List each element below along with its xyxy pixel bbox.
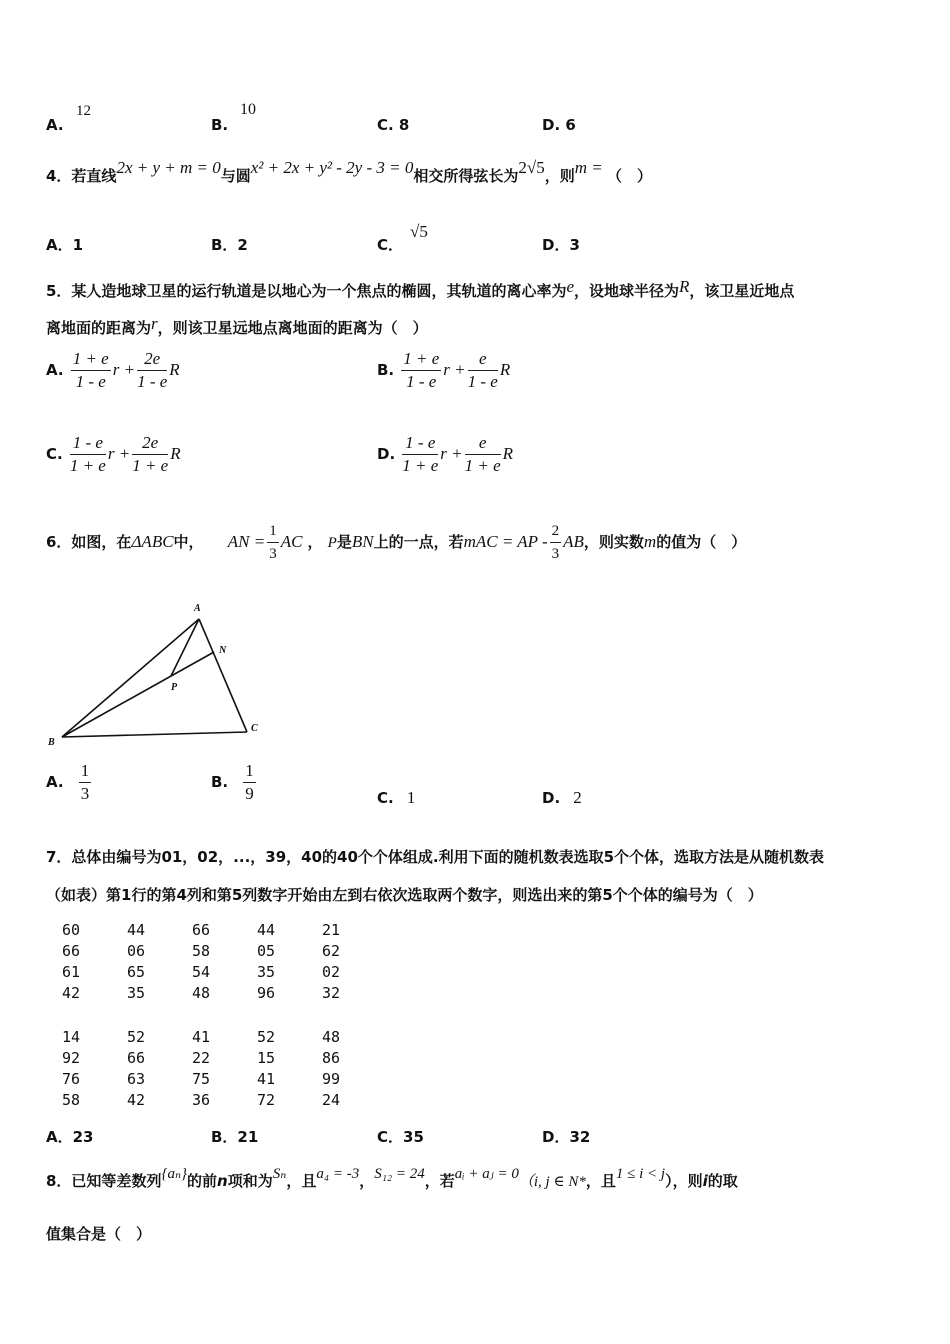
q8-condition: （i, j ∈ N*: [518, 1174, 586, 1190]
q5-text-5: ，则该卫星远地点离地面的距离为（ ）: [157, 319, 428, 337]
q7-option-a: A．23: [46, 1128, 94, 1146]
q8-mid5: ，且: [585, 1172, 616, 1190]
table-cell: 62: [322, 941, 341, 960]
table-cell: 48: [192, 983, 211, 1002]
q5-option-b-label: B.: [377, 361, 395, 379]
q6-frac2-num: 2: [550, 520, 562, 543]
q5-d-frac1-num: 1 - e: [402, 432, 438, 455]
q4-option-b: B．2: [211, 236, 248, 254]
table-cell: 02: [322, 962, 341, 981]
table-cell: 44: [127, 920, 146, 939]
segment-ac: [199, 619, 247, 732]
table-cell: 05: [257, 941, 276, 960]
table-cell: 61: [62, 962, 81, 981]
q5-text-3: ，该卫星近地点: [689, 282, 795, 300]
label-c: C: [251, 723, 258, 734]
table-cell: 60: [62, 920, 81, 939]
q8-line-2: 值集合是（ ）: [46, 1225, 152, 1243]
table-cell: 06: [127, 941, 146, 960]
q5-c-frac1-den: 1 + e: [69, 456, 106, 475]
q5-c-frac2-num: 2e: [132, 432, 168, 455]
table-cell: 41: [257, 1069, 276, 1088]
table-row: [48, 919, 373, 940]
table-cell: 58: [192, 941, 211, 960]
q6-a-den: 3: [80, 784, 90, 803]
q5-option-a-label: A.: [46, 361, 64, 379]
q5-d-frac2-den: 1 + e: [464, 456, 501, 475]
q5-b-frac1-den: 1 - e: [406, 372, 437, 391]
table-cell: 44: [257, 920, 276, 939]
table-cell: 41: [192, 1027, 211, 1046]
q5-a-frac1-num: 1 + e: [71, 348, 111, 371]
q7-option-c: C．35: [377, 1128, 424, 1146]
q4-option-c-label: C．: [377, 236, 404, 254]
table-cell: 52: [127, 1027, 146, 1046]
label-p: P: [171, 682, 178, 693]
q6-b-num: 1: [245, 761, 254, 780]
label-b: B: [48, 737, 55, 748]
table-row: [48, 1089, 373, 1110]
question-4: [46, 158, 653, 186]
q4-mid: 与圆: [220, 167, 251, 185]
q5-a-frac1-den: 1 - e: [75, 372, 106, 391]
random-table-1: [48, 919, 373, 1003]
q4-mid2: 相交所得弦长为: [413, 167, 519, 185]
table-cell: 96: [257, 983, 276, 1002]
q8-mid: 的前: [187, 1172, 218, 1190]
q7-option-b: B．21: [211, 1128, 259, 1146]
q6-mid: 中，: [173, 533, 204, 551]
table-cell: 66: [62, 941, 81, 960]
table-cell: 15: [257, 1048, 276, 1067]
table-row: [48, 961, 373, 982]
q8-inequality: 1 ≤ i < j: [615, 1166, 666, 1182]
q6-comma: ，: [307, 533, 323, 551]
q6-prefix: 6．如图，在: [46, 533, 132, 551]
table-row: [48, 1047, 373, 1068]
q8-n: n: [217, 1172, 228, 1190]
question-5-line-2: [46, 314, 428, 338]
q8-mid4: ，若: [424, 1172, 455, 1190]
q8-aiaj: aᵢ + aⱼ = 0: [454, 1166, 519, 1182]
q6-ac: AC: [280, 532, 303, 551]
q3-option-a-label: A.: [46, 116, 64, 134]
table-row: [48, 940, 373, 961]
q5-option-d-label: D.: [377, 445, 396, 463]
table-cell: 52: [257, 1027, 276, 1046]
random-table-2: [48, 1026, 373, 1110]
q8-mid2: 项和为: [227, 1172, 273, 1190]
q6-m: m: [643, 532, 657, 551]
q6-b-den: 9: [245, 784, 254, 803]
q6-a-num: 1: [80, 761, 90, 780]
table-cell: 32: [322, 983, 341, 1002]
table-row: [48, 1068, 373, 1089]
segment-bc: [62, 732, 247, 737]
q4-circle-equation: x² + 2x + y² - 2y - 3 = 0: [250, 158, 414, 177]
q6-frac-den: 3: [269, 546, 277, 562]
segment-ba: [62, 619, 199, 737]
table-cell: 54: [192, 962, 211, 981]
q5-option-a: [46, 348, 180, 393]
table-cell: 99: [322, 1069, 341, 1088]
q3-option-c: C. 8: [377, 116, 410, 134]
table-row: [48, 982, 373, 1003]
q5-option-d: [377, 432, 513, 477]
label-a: A: [194, 603, 201, 614]
table-cell: 66: [192, 920, 211, 939]
q8-s12: S₁₂ = 24: [374, 1166, 425, 1182]
q5-c-frac2-den: 1 + e: [132, 456, 169, 475]
table-cell: 42: [127, 1090, 146, 1109]
q8-mid3: ，且: [286, 1172, 317, 1190]
table-cell: 63: [127, 1069, 146, 1088]
q4-option-a: A．1: [46, 236, 84, 254]
table-cell: 58: [62, 1090, 81, 1109]
q8-a4: a₄ = -3: [316, 1166, 360, 1182]
table-cell: 42: [62, 983, 81, 1002]
table-cell: 36: [192, 1090, 211, 1109]
q5-b-frac2-den: 1 - e: [467, 372, 498, 391]
q5-b-mid: r +: [443, 360, 466, 379]
table-cell: 72: [257, 1090, 276, 1109]
q6-an: AN =: [227, 532, 266, 551]
q5-option-b: [377, 348, 510, 393]
table-cell: 14: [62, 1027, 81, 1046]
q6-option-a: [46, 760, 93, 805]
q3-option-d: D. 6: [542, 116, 576, 134]
q6-option-c-label: C.: [377, 789, 394, 807]
q6-option-b-label: B.: [211, 773, 229, 791]
q6-mid2: 上的一点，若: [373, 533, 464, 551]
table-row: [48, 1026, 373, 1047]
q5-d-frac1-den: 1 + e: [402, 456, 439, 475]
q4-blank: （ ）: [607, 167, 653, 185]
q5-text-2: ，设地球半径为: [574, 282, 680, 300]
q5-r: r: [151, 314, 158, 333]
table-cell: 66: [127, 1048, 146, 1067]
q5-a-frac2-num: 2e: [137, 348, 167, 371]
table-cell: 76: [62, 1069, 81, 1088]
table-cell: 65: [127, 962, 146, 981]
q5-option-c-label: C.: [46, 445, 63, 463]
table-cell: 48: [322, 1027, 341, 1046]
q8-sequence: {aₙ}: [161, 1166, 188, 1182]
q6-option-a-label: A.: [46, 773, 64, 791]
q5-d-mid: r +: [440, 444, 463, 463]
q6-option-b: [211, 760, 258, 805]
triangle-figure: [40, 600, 270, 750]
q6-ab: AB: [563, 532, 584, 551]
q6-is: 是: [336, 533, 352, 551]
question-5-line-1: [46, 277, 795, 301]
q5-b-frac1-num: 1 + e: [401, 348, 441, 371]
table-cell: 92: [62, 1048, 81, 1067]
q6-d-value: 2: [573, 788, 582, 807]
segment-bn: [62, 652, 214, 737]
table-cell: 35: [127, 983, 146, 1002]
q4-m-eq: m =: [574, 158, 607, 177]
q6-suffix2: 的值为（ ）: [656, 533, 747, 551]
q5-c-frac1-num: 1 - e: [70, 432, 106, 455]
q3-option-a-value: 12: [76, 103, 91, 119]
table-cell: 75: [192, 1069, 211, 1088]
q6-frac2-den: 3: [551, 546, 560, 562]
q5-d-end: R: [502, 444, 514, 463]
q8-sn: Sₙ: [272, 1166, 287, 1182]
q4-line-equation: 2x + y + m = 0: [116, 158, 221, 177]
q8-prefix: 8．已知等差数列: [46, 1172, 162, 1190]
q3-option-b-label: B.: [211, 116, 229, 134]
q6-option-c: [377, 788, 415, 808]
q4-option-c-value: √5: [410, 222, 428, 241]
q7-line-2: （如表）第1行的第4列和第5列数字开始由左到右依次选取两个数字，则选出来的第5个个体的编号为（ ）: [46, 886, 763, 904]
table-cell: 24: [322, 1090, 341, 1109]
q6-vector-eq: mAC = AP -: [463, 532, 548, 551]
table-cell: 22: [192, 1048, 211, 1067]
q5-b-end: R: [499, 360, 511, 379]
q6-triangle: ΔABC: [131, 532, 174, 551]
q5-R: R: [679, 277, 690, 296]
q5-d-frac2-num: e: [465, 432, 501, 455]
q8-i: i: [702, 1172, 708, 1190]
q5-b-frac2-num: e: [468, 348, 498, 371]
question-6: [46, 520, 746, 565]
q4-suffix: ，则: [544, 167, 575, 185]
question-8: [46, 1166, 738, 1191]
q5-e: e: [566, 277, 574, 296]
table-cell: 35: [257, 962, 276, 981]
q5-option-c: [46, 432, 181, 477]
q6-bn: BN: [351, 532, 374, 551]
q4-prefix: 4．若直线: [46, 167, 117, 185]
q3-option-b-value: 10: [240, 101, 256, 118]
q6-option-d: [542, 788, 582, 808]
q6-p: P: [327, 535, 337, 551]
q5-c-end: R: [170, 444, 181, 463]
q7-line-1: 7．总体由编号为01，02，...，39，40的40个个体组成.利用下面的随机数表选取5个个体，选取方法是从随机数表: [46, 848, 825, 866]
q5-a-end: R: [169, 360, 180, 379]
q6-suffix: ，则实数: [583, 533, 644, 551]
q4-chord-length: 2√5: [518, 158, 545, 177]
q5-a-mid: r +: [112, 360, 136, 379]
table-cell: 21: [322, 920, 341, 939]
q8-sep: ，: [359, 1172, 375, 1190]
q6-frac-num: 1: [267, 520, 279, 543]
q6-option-d-label: D.: [542, 789, 561, 807]
q7-option-d: D．32: [542, 1128, 591, 1146]
q5-c-mid: r +: [107, 444, 131, 463]
q8-suffix: ），则: [665, 1172, 703, 1190]
table-cell: 86: [322, 1048, 341, 1067]
q5-a-frac2-den: 1 - e: [137, 372, 168, 391]
q6-c-value: 1: [406, 788, 416, 807]
q4-option-d: D．3: [542, 236, 580, 254]
label-n: N: [219, 645, 227, 656]
q5-text-1: 5．某人造地球卫星的运行轨道是以地心为一个焦点的椭圆，其轨道的离心率为: [46, 282, 567, 300]
q8-suffix2: 的取: [707, 1172, 738, 1190]
q5-text-4: 离地面的距离为: [46, 319, 152, 337]
